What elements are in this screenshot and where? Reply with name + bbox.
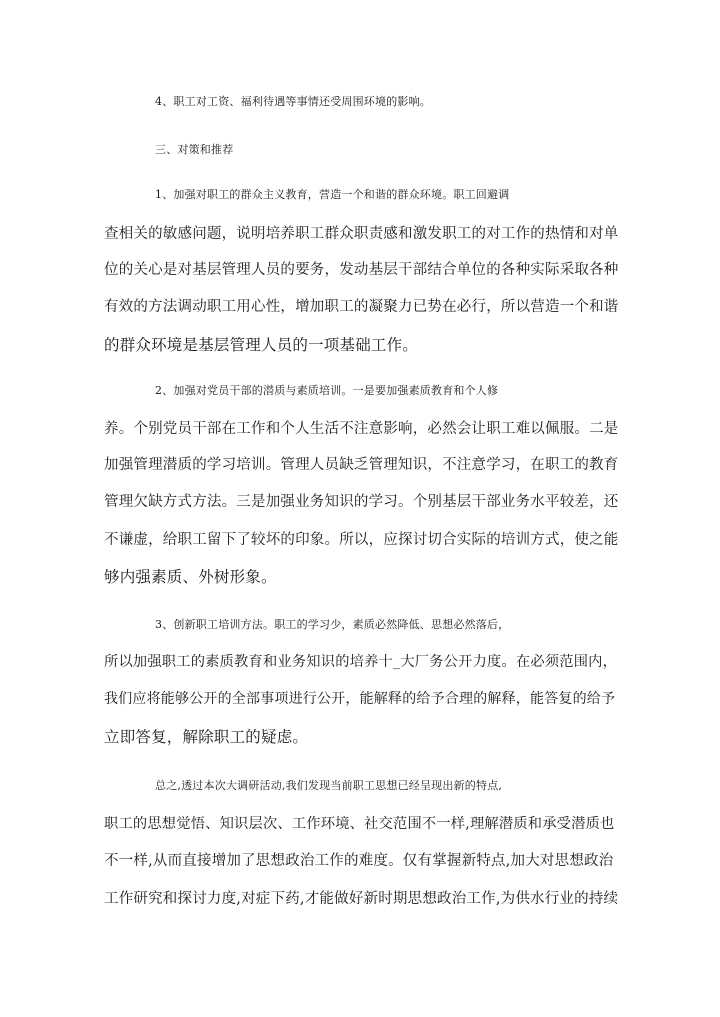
measure-1-line-1: 1、加强对职工的群众主义教育，营造一个和谐的群众环境。职工回避调 [155,188,510,201]
measure-1-line-3: 位的关心是对基层管理人员的要务，发动基层干部结合单位的各种实际采取各种 [104,262,619,278]
measure-1-line-5: 的群众环境是基层管理人员的一项基础工作。 [104,336,419,354]
measure-2-line-2: 养。个别党员干部在工作和个人生活不注意影响，必然会让职工难以佩服。二是 [104,421,619,437]
measure-3-line-4: 立即答复，解除职工的疑虑。 [104,728,309,746]
measure-2-line-1: 2、加强对党员干部的潜质与素质培训。一是要加强素质教育和个人修 [155,384,499,397]
conclusion-line-2: 职工的思想觉悟、知识层次、工作环境、社交范围不一样,理解潜质和承受潜质也 [104,816,615,832]
measure-1-line-4: 有效的方法调动职工用心性，增加职工的凝聚力已势在必行，所以营造一个和谐 [104,299,619,315]
measure-1-line-2: 查相关的敏感问题，说明培养职工群众职责感和激发职工的对工作的热情和对单 [104,226,619,242]
measure-3-line-2: 所以加强职工的素质教育和业务知识的培养十_大厂务公开力度。在必须范围内， [104,654,618,670]
conclusion-line-3: 不一样,从而直接增加了思想政治工作的难度。仅有掌握新特点,加大对思想政治 [104,853,614,869]
measure-3-line-3: 我们应将能够公开的全部事项进行公开，能解释的给予合理的解释，能答复的给予 [104,691,616,707]
measure-2-line-4: 管理欠缺方式方法。三是加强业务知识的学习。个别基层干部业务水平较差，还 [104,494,619,510]
section-heading: 三、对策和推荐 [155,143,234,156]
measure-2-line-6: 够内强素质、外树形象。 [104,568,277,586]
conclusion-line-1: 总之,透过本次大调研活动,我们发现当前职工思想已经呈现出新的特点, [155,779,503,792]
measure-3-line-1: 3、创新职工培训方法。职工的学习少，素质必然降低、思想必然落后， [155,618,510,631]
measure-2-line-5: 不谦虚，给职工留下了较坏的印象。所以，应探讨切合实际的培训方式，使之能 [104,532,619,548]
conclusion-line-4: 工作研究和探讨力度,对症下药,才能做好新时期思想政治工作,为供水行业的持续 [104,891,619,907]
measure-2-line-3: 加强管理潜质的学习培训。管理人员缺乏管理知识，不注意学习，在职工的教育 [104,457,619,473]
item-4-text: 4、职工对工资、福利待遇等事情还受周围环境的影响。 [155,95,431,108]
